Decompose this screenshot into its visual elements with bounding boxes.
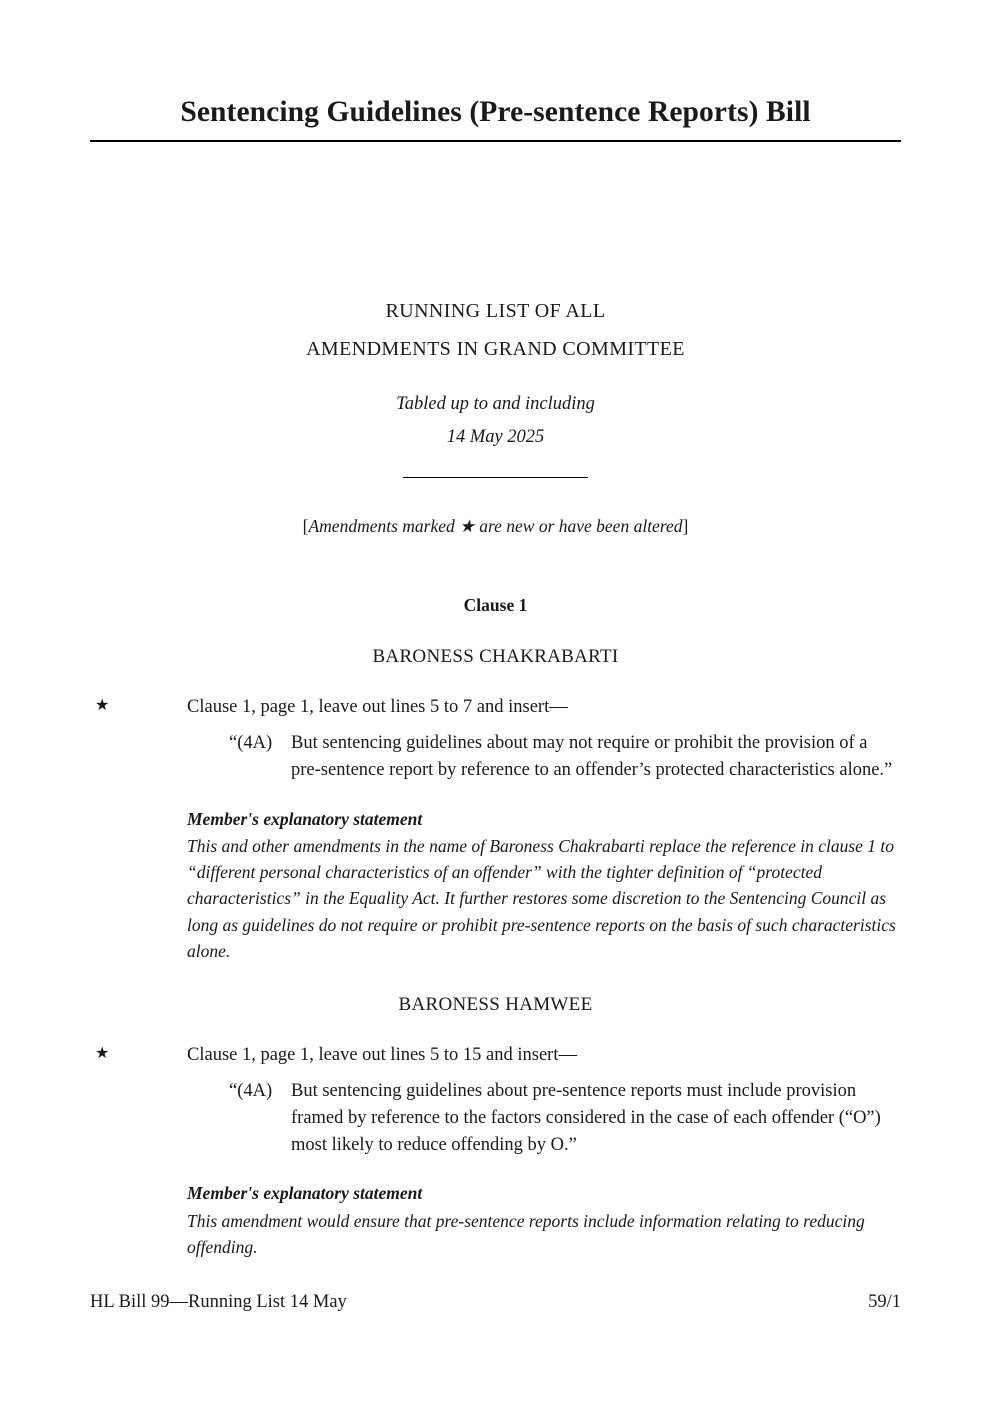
footer-bill-reference: HL Bill 99—Running List 14 May xyxy=(90,1292,347,1312)
horizontal-rule xyxy=(403,477,588,478)
explanatory-statement-body-2: This amendment would ensure that pre-sentence reports include information relating to reducing offending. xyxy=(187,1210,865,1257)
member-name-chakrabarti: BARONESS CHAKRABARTI xyxy=(372,646,619,668)
amendments-marked-note xyxy=(90,516,901,537)
tabled-date: 14 May 2025 xyxy=(446,426,545,447)
explanatory-statement-2 xyxy=(90,1180,901,1260)
explanatory-statement-1 xyxy=(90,806,901,965)
quote-number-1: “(4A) xyxy=(229,732,273,753)
bracket-close: ] xyxy=(682,516,689,537)
amendment-lead-2: Clause 1, page 1, leave out lines 5 to 15 and insert— xyxy=(187,1045,577,1066)
heading-line-2: AMENDMENTS IN GRAND COMMITTEE xyxy=(306,338,685,361)
bracket-open: [ xyxy=(302,516,309,537)
clause-heading: Clause 1 xyxy=(463,595,528,616)
quote-text-1: But sentencing guidelines about may not require or prohibit the provision of a pre-sentence report by reference to an offender’s protected characteristics alone.” xyxy=(291,732,893,780)
amendment-quote-1 xyxy=(187,730,901,784)
page-title: Sentencing Guidelines (Pre-sentence Reports) Bill xyxy=(180,96,811,128)
title-block xyxy=(90,0,901,142)
tabled-prefix: Tabled up to and including xyxy=(396,394,595,415)
marked-note-text: Amendments marked ★ are new or have been altered xyxy=(308,516,683,537)
explanatory-statement-body-1: This and other amendments in the name of Baroness Chakrabarti replace the reference in clause 1 to “different personal characteristics of an offender” with the tighter definition of “protected characteristics” in the Equality Act. It further restores some discretion to the Sentencing Council as long as guidelines do not require or prohibit pre-sentence reports on the basis of such characteristics alone. xyxy=(187,835,896,961)
explanatory-statement-title-1: Member's explanatory statement xyxy=(187,808,423,829)
star-icon: ★ xyxy=(95,1045,110,1063)
page-footer xyxy=(90,1292,901,1313)
quote-text-2: But sentencing guidelines about pre-sentence reports must include provision framed by reference to the factors considered in the case of each offender (“O”) most likely to reduce offending by O.” xyxy=(291,1080,881,1155)
heading-line-1: RUNNING LIST OF ALL xyxy=(385,300,606,323)
star-icon: ★ xyxy=(95,697,110,715)
amendment-block-1 xyxy=(90,694,901,783)
footer-page-number: 59/1 xyxy=(868,1292,901,1312)
document-heading-block xyxy=(90,292,901,537)
quote-number-2: “(4A) xyxy=(229,1080,273,1101)
member-name-hamwee: BARONESS HAMWEE xyxy=(398,994,593,1016)
amendment-lead-1: Clause 1, page 1, leave out lines 5 to 7 and insert— xyxy=(187,697,568,718)
amendment-block-2 xyxy=(90,1042,901,1158)
amendment-quote-2 xyxy=(187,1078,901,1158)
explanatory-statement-title-2: Member's explanatory statement xyxy=(187,1183,423,1204)
